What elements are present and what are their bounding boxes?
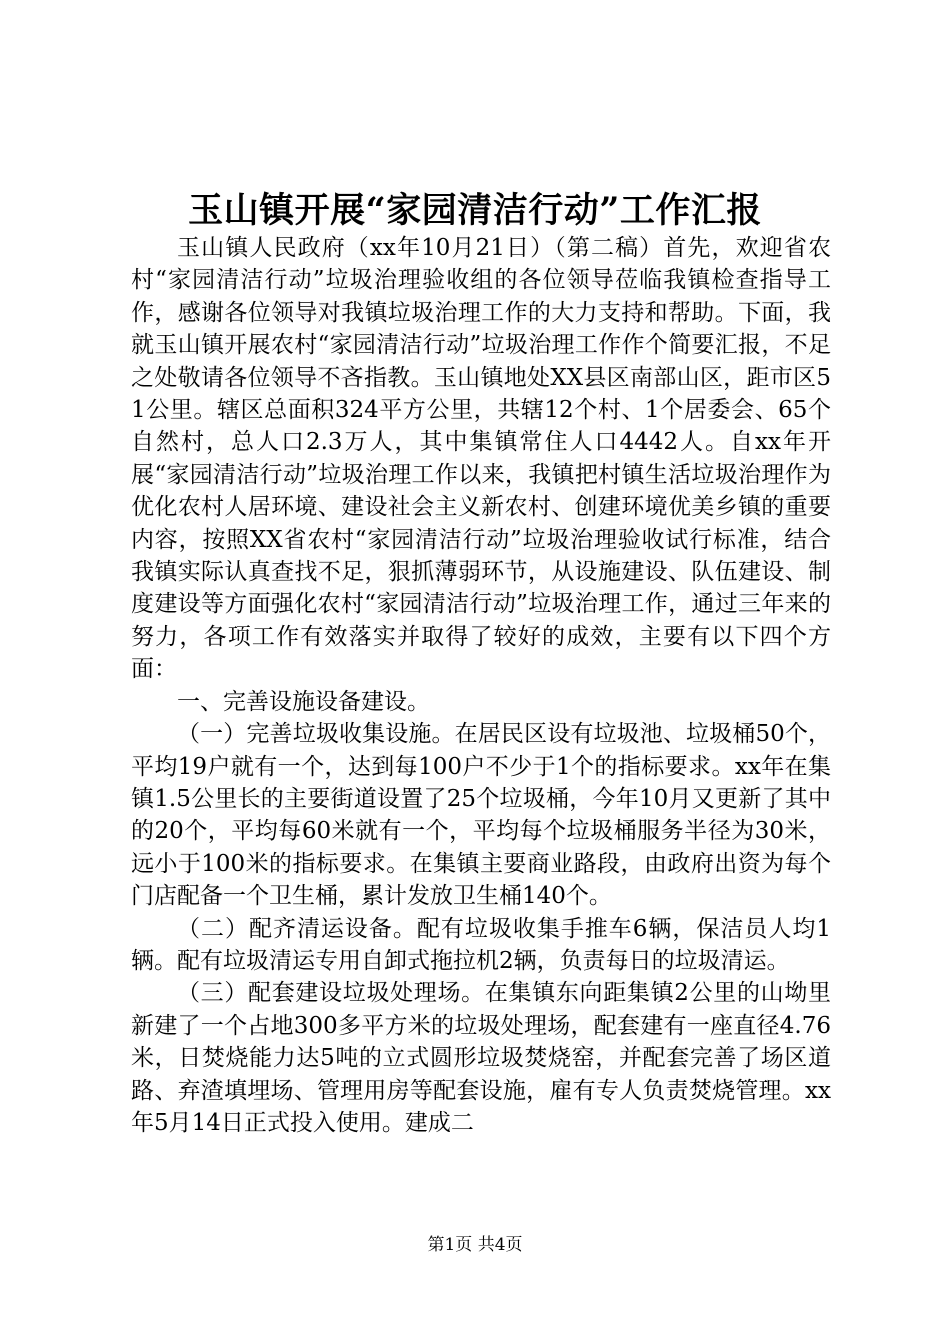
paragraph-section-heading: 一、完善设施设备建设。	[177, 688, 430, 715]
document-body	[131, 232, 831, 1139]
page-number-footer: 第1页 共4页	[427, 1235, 523, 1255]
paragraph-item-2: （二）配齐清运设备。配有垃圾收集手推车6辆，保洁员人均1辆。配有垃圾清运专用自卸式拖拉机2辆，负责每日的垃圾清运。	[131, 915, 831, 974]
paragraph-intro: 玉山镇人民政府（xx年10月21日）（第二稿）首先，欢迎省农村“家园清洁行动”垃圾治理验收组的各位领导莅临我镇检查指导工作，感谢各位领导对我镇垃圾治理工作的大力支持和帮助。下面，我就玉山镇开展农村“家园清洁行动”垃圾治理工作作个简要汇报，不足之处敬请各位领导不吝指教。玉山镇地处XX县区南部山区，距市区51公里。辖区总面积324平方公里，共辖12个村、1个居委会、65个自然村，总人口2.3万人，其中集镇常住人口4442人。自xx年开展“家园清洁行动”垃圾治理工作以来，我镇把村镇生活垃圾治理作为优化农村人居环境、建设社会主义新农村、创建环境优美乡镇的重要内容，按照XX省农村“家园清洁行动”垃圾治理验收试行标准，结合我镇实际认真查找不足，狠抓薄弱环节，从设施建设、队伍建设、制度建设等方面强化农村“家园清洁行动”垃圾治理工作，通过三年来的努力，各项工作有效落实并取得了较好的成效，主要有以下四个方面：	[131, 235, 831, 683]
paragraph-item-3: （三）配套建设垃圾处理场。在集镇东向距集镇2公里的山坳里新建了一个占地300多平方米的垃圾处理场，配套建有一座直径4.76米，日焚烧能力达5吨的立式圆形垃圾焚烧窑，并配套完善了场区道路、弃渣填埋场、管理用房等配套设施，雇有专人负责焚烧管理。xx年5月14日正式投入使用。建成二	[131, 980, 831, 1136]
paragraph-item-1: （一）完善垃圾收集设施。在居民区设有垃圾池、垃圾桶50个，平均19户就有一个，达到每100户不少于1个的指标要求。xx年在集镇1.5公里长的主要街道设置了25个垃圾桶，今年10月又更新了其中的20个，平均每60米就有一个，平均每个垃圾桶服务半径为30米，远小于100米的指标要求。在集镇主要商业路段，由政府出资为每个门店配备一个卫生桶，累计发放卫生桶140个。	[131, 721, 831, 910]
document-title: 玉山镇开展“家园清洁行动”工作汇报	[188, 190, 762, 231]
